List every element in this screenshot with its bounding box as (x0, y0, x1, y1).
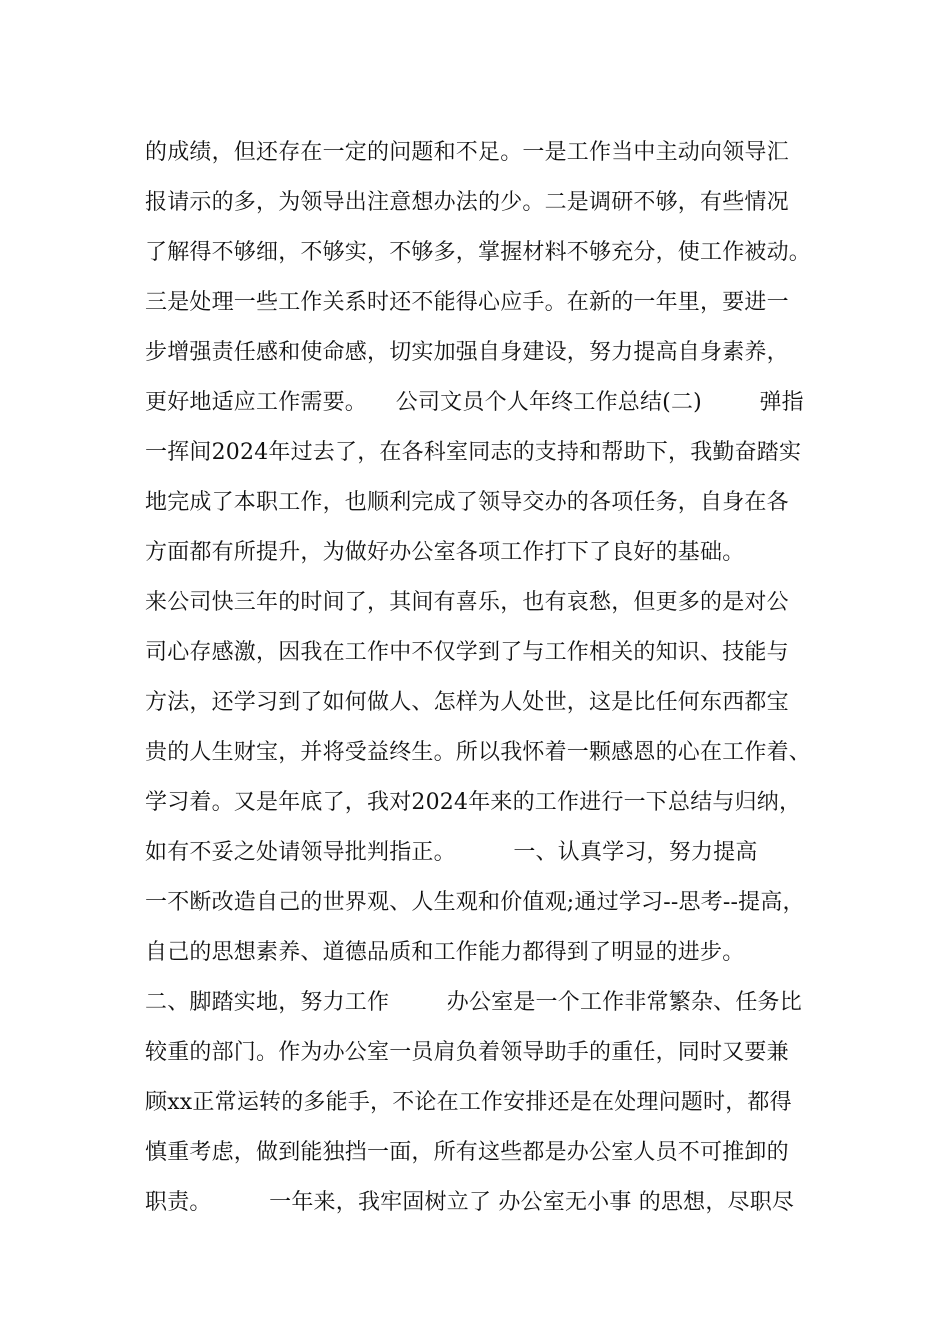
text-line: 更好地适应工作需要。 公司文员个人年终工作总结(二) 弹指 (145, 390, 804, 415)
text-line: 自己的思想素养、道德品质和工作能力都得到了明显的进步。 (145, 940, 745, 965)
text-line: 一挥间2024年过去了，在各科室同志的支持和帮助下，我勤奋踏实 (145, 440, 802, 465)
text-line: 方面都有所提升，为做好办公室各项工作打下了良好的基础。 (145, 540, 745, 565)
text-line: 方法，还学习到了如何做人、怎样为人处世，这是比任何东西都宝 (145, 690, 789, 715)
text-line: 地完成了本职工作，也顺利完成了领导交办的各项任务，自身在各 (145, 490, 789, 515)
text-line: 二、脚踏实地，努力工作 办公室是一个工作非常繁杂、任务比 (145, 990, 802, 1015)
text-line: 较重的部门。作为办公室一员肩负着领导助手的重任，同时又要兼 (145, 1040, 789, 1065)
text-line: 慎重考虑，做到能独挡一面，所有这些都是办公室人员不可推卸的 (145, 1140, 789, 1165)
text-line: 步增强责任感和使命感，切实加强自身建设，努力提高自身素养， (145, 340, 789, 365)
text-line: 报请示的多，为领导出注意想办法的少。二是调研不够，有些情况 (145, 190, 789, 215)
text-line: 司心存感激，因我在工作中不仅学到了与工作相关的知识、技能与 (145, 640, 789, 665)
text-line: 了解得不够细，不够实，不够多，掌握材料不够充分，使工作被动。 (145, 240, 812, 265)
text-line: 顾xx正常运转的多能手，不论在工作安排还是在处理问题时，都得 (145, 1090, 792, 1115)
text-line: 来公司快三年的时间了，其间有喜乐，也有哀愁，但更多的是对公 (145, 590, 789, 615)
text-line: 贵的人生财宝，并将受益终生。所以我怀着一颗感恩的心在工作着、 (145, 740, 812, 765)
text-line: 的成绩，但还存在一定的问题和不足。一是工作当中主动向领导汇 (145, 140, 789, 165)
text-line: 如有不妥之处请领导批判指正。 一、认真学习，努力提高 (145, 840, 758, 865)
text-line: 一不断改造自己的世界观、人生观和价值观;通过学习--思考--提高， (145, 890, 805, 915)
text-line: 三是处理一些工作关系时还不能得心应手。在新的一年里，要进一 (145, 290, 789, 315)
text-line: 学习着。又是年底了，我对2024年来的工作进行一下总结与归纳， (145, 790, 802, 815)
body-text (145, 128, 835, 1228)
text-line: 职责。 一年来，我牢固树立了 办公室无小事 的思想，尽职尽 (145, 1190, 795, 1215)
